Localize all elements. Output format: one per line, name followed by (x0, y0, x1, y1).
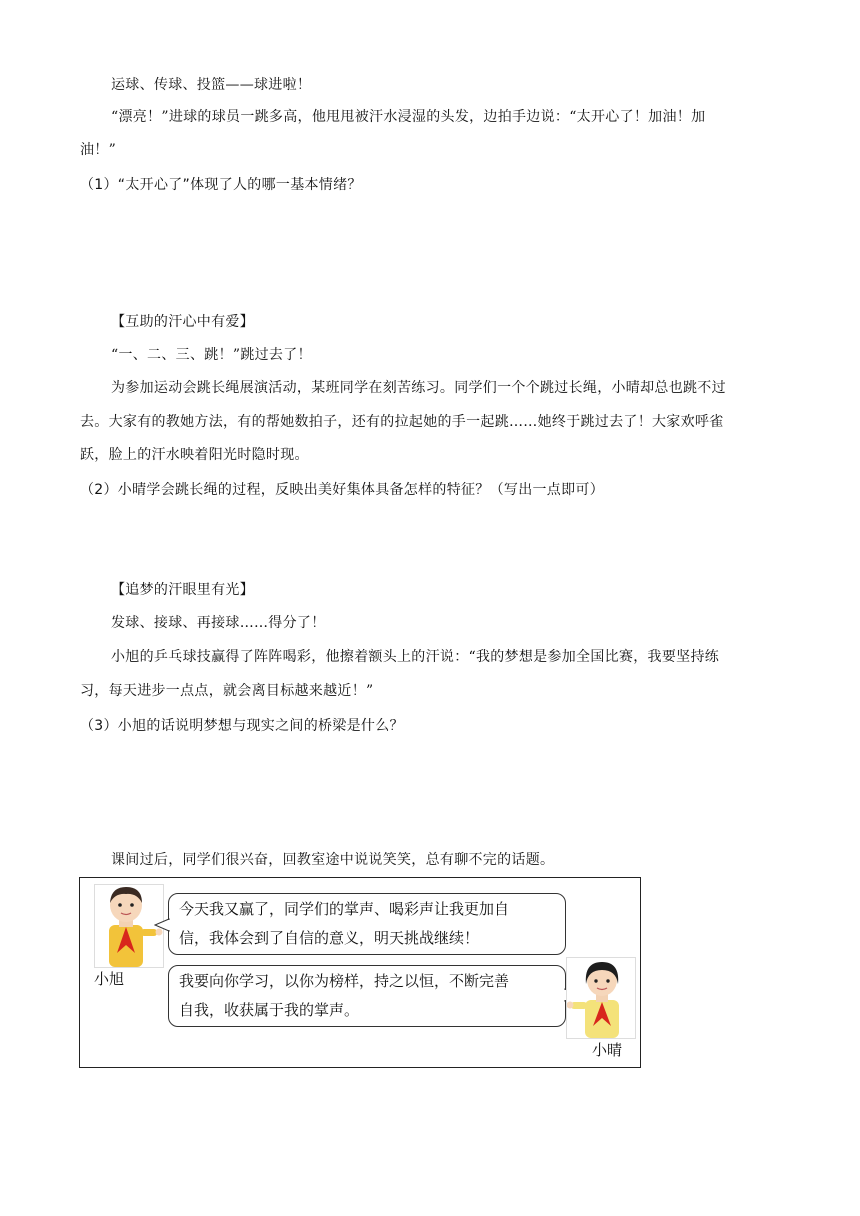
dialogue-figure (79, 877, 641, 1068)
s2-line1: “一、二、三、跳！”跳过去了！ (111, 347, 312, 363)
s3-heading: 【追梦的汗眼里有光】 (111, 582, 254, 598)
s3-line3: 习，每天进步一点点，就会离目标越来越近！” (80, 683, 374, 699)
s4-intro: 课间过后，同学们很兴奋，回教室途中说说笑笑，总有聊不完的话题。 (111, 852, 555, 868)
boy-name-label: 小旭 (94, 970, 125, 988)
bubble-boy-line2: 信，我体会到了自信的意义，明天挑战继续！ (179, 929, 480, 947)
question-2: （2）小晴学会跳长绳的过程，反映出美好集体具备怎样的特征？（写出一点即可） (80, 482, 605, 498)
s2-line3: 去。大家有的教她方法，有的帮她数拍子，还有的拉起她的手一起跳……她终于跳过去了！大家欢呼雀 (80, 414, 724, 430)
bubble-boy-line1: 今天我又赢了，同学们的掌声、喝彩声让我更加自 (179, 900, 510, 918)
s2-line2: 为参加运动会跳长绳展演活动，某班同学在刻苦练习。同学们一个个跳过长绳，小晴却总也跳不过 (111, 380, 726, 396)
s1-line3: 油！” (80, 142, 117, 158)
girl-name-label: 小晴 (592, 1041, 623, 1059)
question-3: （3）小旭的话说明梦想与现实之间的桥梁是什么？ (80, 718, 404, 734)
girl-illustration (566, 957, 636, 1039)
s2-line4: 跃，脸上的汗水映着阳光时隐时现。 (80, 447, 309, 463)
s2-heading: 【互助的汗心中有爱】 (111, 314, 254, 330)
bubble-girl-line2: 自我，收获属于我的掌声。 (179, 1001, 360, 1019)
s3-line1: 发球、接球、再接球……得分了！ (111, 615, 326, 631)
bubble-boy-tail-icon (154, 918, 170, 932)
girl-figure-icon (567, 958, 635, 1038)
s3-line2: 小旭的乒乓球技赢得了阵阵喝彩，他擦着额头上的汗说：“我的梦想是参加全国比赛，我要坚持练 (111, 649, 720, 665)
boy-figure-icon (95, 885, 163, 967)
s1-line2: “漂亮！”进球的球员一跳多高，他甩甩被汗水浸湿的头发，边拍手边说：“太开心了！加油！加 (111, 109, 706, 125)
speech-bubble-girl (168, 965, 566, 1027)
question-1: （1）“太开心了”体现了人的哪一基本情绪？ (80, 177, 362, 193)
speech-bubble-boy (168, 893, 566, 955)
s1-line1: 运球、传球、投篮——球进啦！ (111, 77, 312, 93)
bubble-girl-line1: 我要向你学习，以你为榜样，持之以恒，不断完善 (179, 972, 510, 990)
